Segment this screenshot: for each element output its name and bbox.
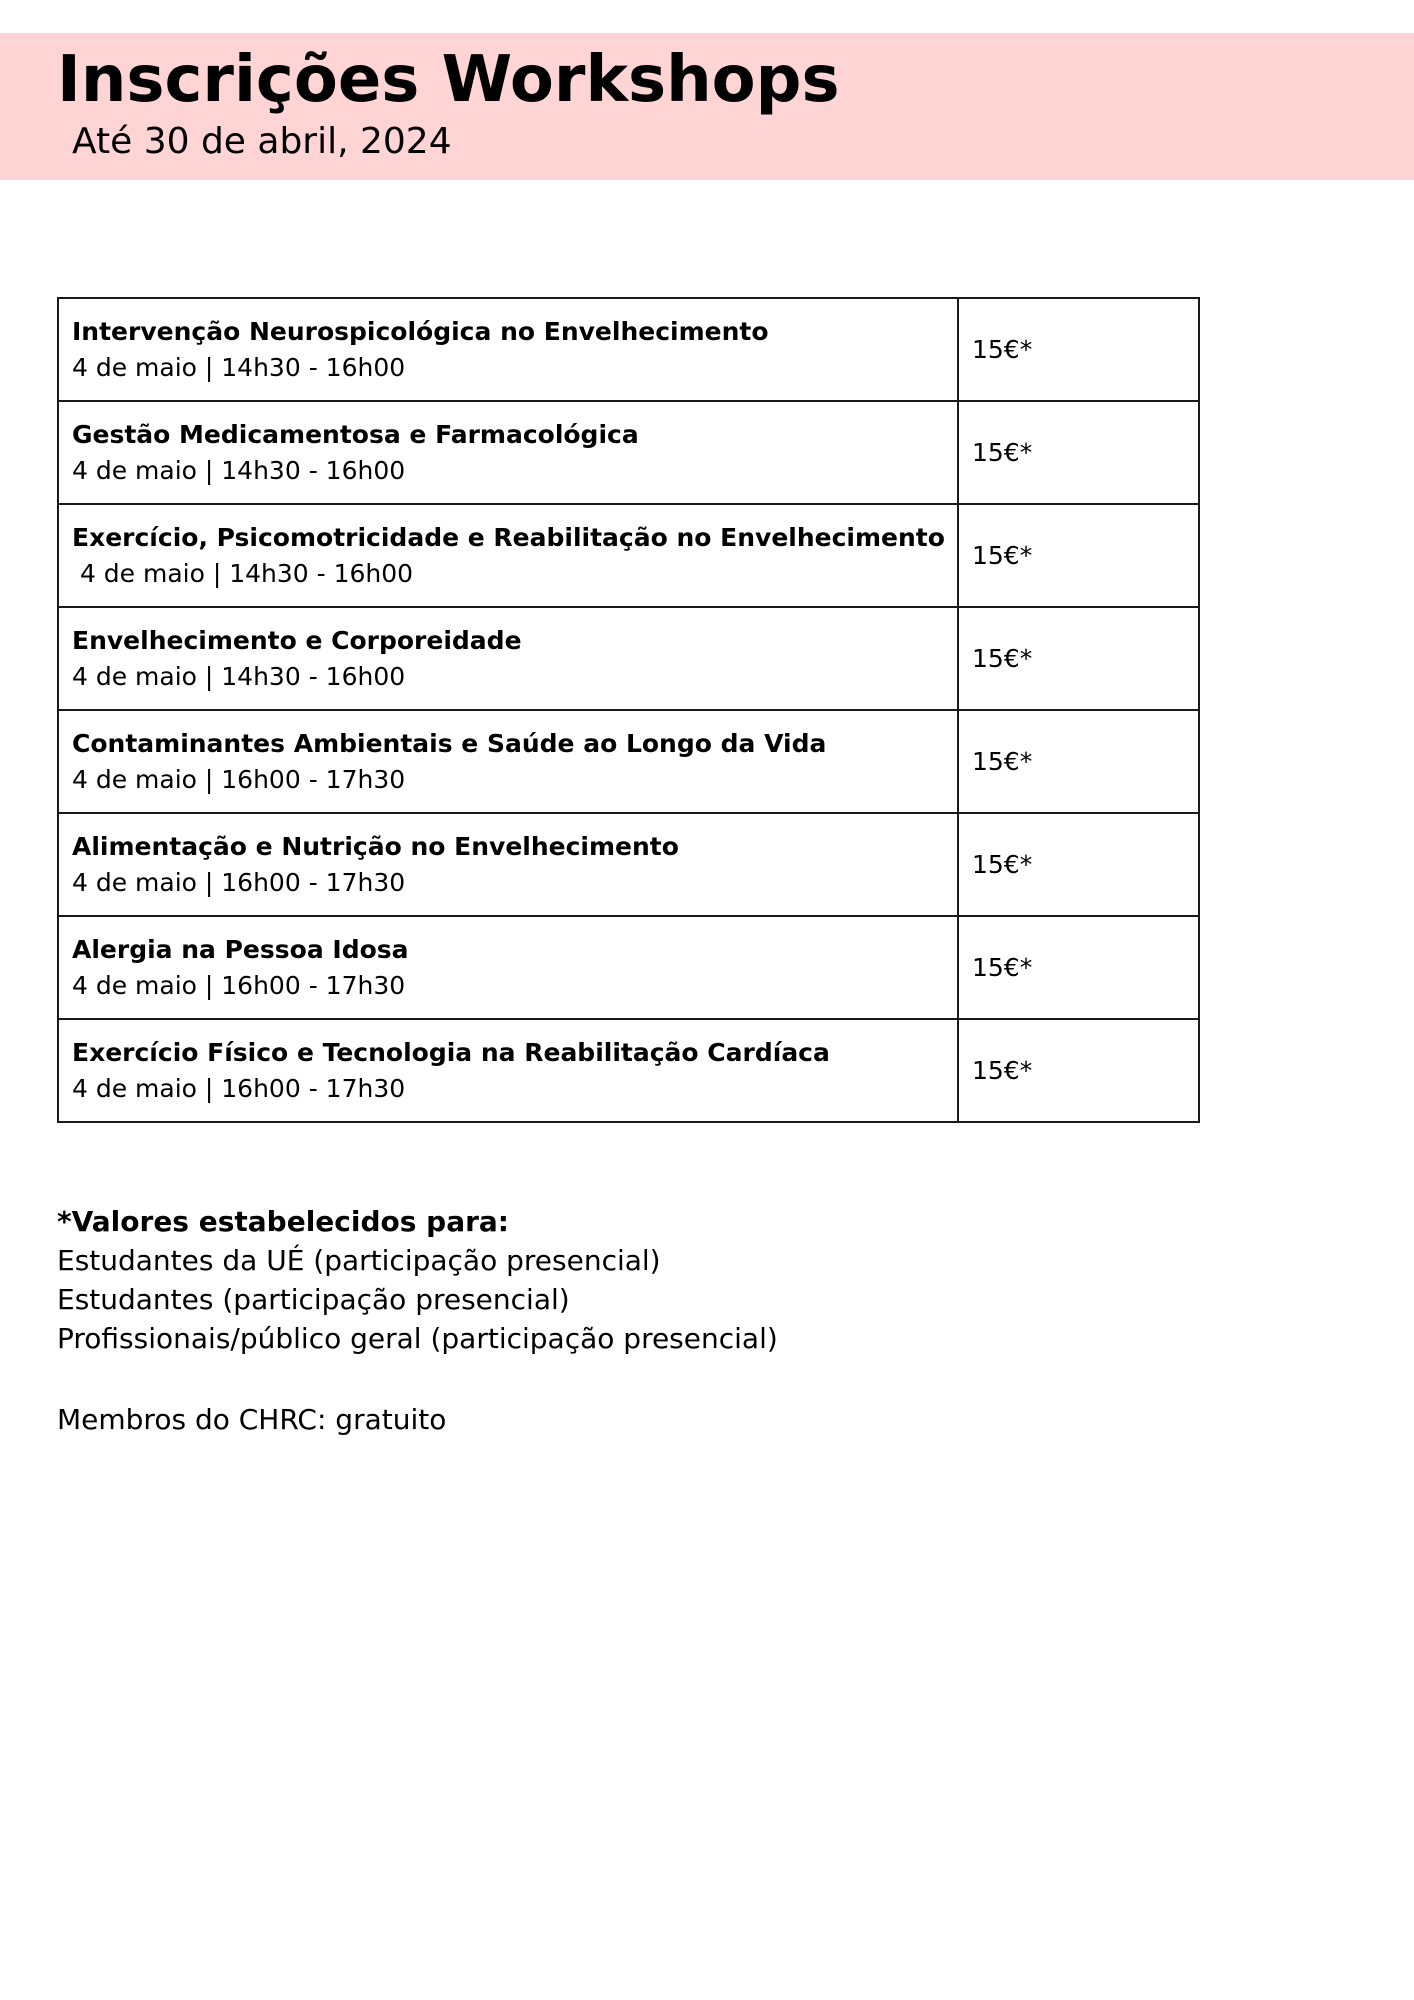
workshops-table bbox=[57, 297, 1200, 1123]
workshop-title: Exercício Físico e Tecnologia na Reabilitação Cardíaca bbox=[72, 1037, 830, 1067]
workshop-cell bbox=[58, 401, 958, 504]
price-cell bbox=[958, 504, 1199, 607]
table-row bbox=[58, 401, 1199, 504]
workshop-title: Gestão Medicamentosa e Farmacológica bbox=[72, 419, 639, 449]
workshop-schedule: 4 de maio | 14h30 - 16h00 bbox=[72, 558, 414, 588]
table-row bbox=[58, 916, 1199, 1019]
members-note: Membros do CHRC: gratuito bbox=[57, 1403, 447, 1436]
workshop-schedule: 4 de maio | 14h30 - 16h00 bbox=[72, 661, 406, 691]
price-cell bbox=[958, 401, 1199, 504]
workshop-price: 15€* bbox=[972, 1055, 1033, 1085]
workshop-price: 15€* bbox=[972, 746, 1033, 776]
table-row bbox=[58, 813, 1199, 916]
price-cell bbox=[958, 1019, 1199, 1122]
price-cell bbox=[958, 813, 1199, 916]
workshop-schedule: 4 de maio | 16h00 - 17h30 bbox=[72, 970, 406, 1000]
workshop-price: 15€* bbox=[972, 540, 1033, 570]
workshop-cell bbox=[58, 710, 958, 813]
notes-line: Estudantes (participação presencial) bbox=[57, 1283, 570, 1316]
price-cell bbox=[958, 298, 1199, 401]
workshop-price: 15€* bbox=[972, 334, 1033, 364]
price-cell bbox=[958, 607, 1199, 710]
price-cell bbox=[958, 916, 1199, 1019]
workshop-title: Alimentação e Nutrição no Envelhecimento bbox=[72, 831, 679, 861]
workshop-price: 15€* bbox=[972, 849, 1033, 879]
table-row bbox=[58, 1019, 1199, 1122]
workshop-schedule: 4 de maio | 16h00 - 17h30 bbox=[72, 764, 406, 794]
workshop-title: Envelhecimento e Corporeidade bbox=[72, 625, 522, 655]
pricing-notes bbox=[57, 1202, 1257, 1358]
workshop-cell bbox=[58, 504, 958, 607]
workshop-cell bbox=[58, 298, 958, 401]
workshop-cell bbox=[58, 916, 958, 1019]
page-title: Inscrições Workshops bbox=[57, 43, 840, 117]
table-row bbox=[58, 504, 1199, 607]
workshop-title: Alergia na Pessoa Idosa bbox=[72, 934, 409, 964]
table-row bbox=[58, 710, 1199, 813]
workshop-title: Exercício, Psicomotricidade e Reabilitação no Envelhecimento bbox=[72, 522, 945, 552]
workshop-schedule: 4 de maio | 16h00 - 17h30 bbox=[72, 1073, 406, 1103]
workshop-schedule: 4 de maio | 16h00 - 17h30 bbox=[72, 867, 406, 897]
workshop-schedule: 4 de maio | 14h30 - 16h00 bbox=[72, 352, 406, 382]
workshop-cell bbox=[58, 1019, 958, 1122]
workshop-cell bbox=[58, 813, 958, 916]
workshop-schedule: 4 de maio | 14h30 - 16h00 bbox=[72, 455, 406, 485]
registration-deadline: Até 30 de abril, 2024 bbox=[72, 121, 452, 162]
workshop-title: Intervenção Neurospicológica no Envelhecimento bbox=[72, 316, 769, 346]
table-row bbox=[58, 607, 1199, 710]
workshop-price: 15€* bbox=[972, 437, 1033, 467]
workshop-price: 15€* bbox=[972, 952, 1033, 982]
notes-line: Profissionais/público geral (participação presencial) bbox=[57, 1322, 778, 1355]
price-cell bbox=[958, 710, 1199, 813]
notes-heading: *Valores estabelecidos para: bbox=[57, 1205, 510, 1238]
workshop-title: Contaminantes Ambientais e Saúde ao Longo da Vida bbox=[72, 728, 827, 758]
workshop-price: 15€* bbox=[972, 643, 1033, 673]
notes-line: Estudantes da UÉ (participação presencial) bbox=[57, 1244, 661, 1277]
workshop-cell bbox=[58, 607, 958, 710]
table-row bbox=[58, 298, 1199, 401]
